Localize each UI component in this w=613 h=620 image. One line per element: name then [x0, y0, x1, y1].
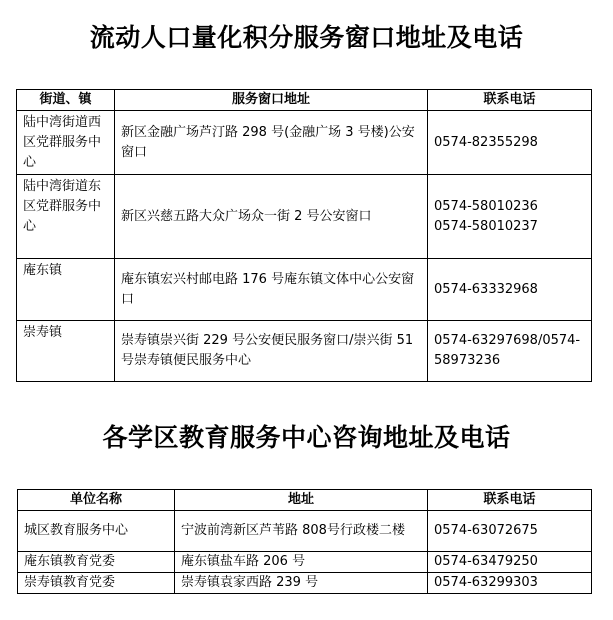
table-row: [18, 511, 592, 552]
column-header-address: 地址: [175, 490, 428, 511]
address-cell: 崇寿镇袁家西路 239 号: [175, 573, 428, 594]
phone-number: 0574-58010236: [434, 198, 538, 214]
table-row: [17, 259, 592, 321]
unit-cell: 城区教育服务中心: [18, 511, 175, 552]
column-header-unit: 单位名称: [18, 490, 175, 511]
street-cell: 陆中湾街道东区党群服务中心: [17, 175, 115, 259]
column-header-street: 街道、镇: [17, 90, 115, 111]
phone-cell: 0574-63072675: [428, 511, 592, 552]
phone-cell: 0574-63479250: [428, 552, 592, 573]
phone-cell: 0574-82355298: [428, 111, 592, 175]
column-header-phone: 联系电话: [428, 490, 592, 511]
service-window-table: [16, 89, 592, 382]
phone-cell: 0574-63332968: [428, 259, 592, 321]
window-section-title: 流动人口量化积分服务窗口地址及电话: [89, 23, 524, 52]
education-section-title: 各学区教育服务中心咨询地址及电话: [102, 423, 511, 452]
unit-cell: 庵东镇教育党委: [18, 552, 175, 573]
address-cell: 庵东镇盐车路 206 号: [175, 552, 428, 573]
column-header-address: 服务窗口地址: [115, 90, 428, 111]
table-row: [18, 552, 592, 573]
table-header-row: [18, 490, 592, 511]
table-row: [17, 321, 592, 382]
street-cell: 崇寿镇: [17, 321, 115, 382]
table-row: [18, 573, 592, 594]
table-row: [17, 175, 592, 259]
address-cell: 崇寿镇崇兴街 229 号公安便民服务窗口/崇兴街 51 号崇寿镇便民服务中心: [115, 321, 428, 382]
table-row: [17, 111, 592, 175]
phone-cell: [428, 175, 592, 259]
unit-cell: 崇寿镇教育党委: [18, 573, 175, 594]
table-header-row: [17, 90, 592, 111]
phone-cell: 0574-63299303: [428, 573, 592, 594]
address-cell: 宁波前湾新区芦苇路 808号行政楼二楼: [175, 511, 428, 552]
street-cell: 陆中湾街道西区党群服务中心: [17, 111, 115, 175]
phone-number-secondary: 0574-58010237: [434, 218, 538, 234]
address-cell: 新区兴慈五路大众广场众一街 2 号公安窗口: [115, 175, 428, 259]
address-cell: 庵东镇宏兴村邮电路 176 号庵东镇文体中心公安窗口: [115, 259, 428, 321]
phone-cell: 0574-63297698/0574-58973236: [428, 321, 592, 382]
street-cell: 庵东镇: [17, 259, 115, 321]
education-center-table: [17, 489, 592, 594]
address-cell: 新区金融广场芦汀路 298 号(金融广场 3 号楼)公安窗口: [115, 111, 428, 175]
column-header-phone: 联系电话: [428, 90, 592, 111]
